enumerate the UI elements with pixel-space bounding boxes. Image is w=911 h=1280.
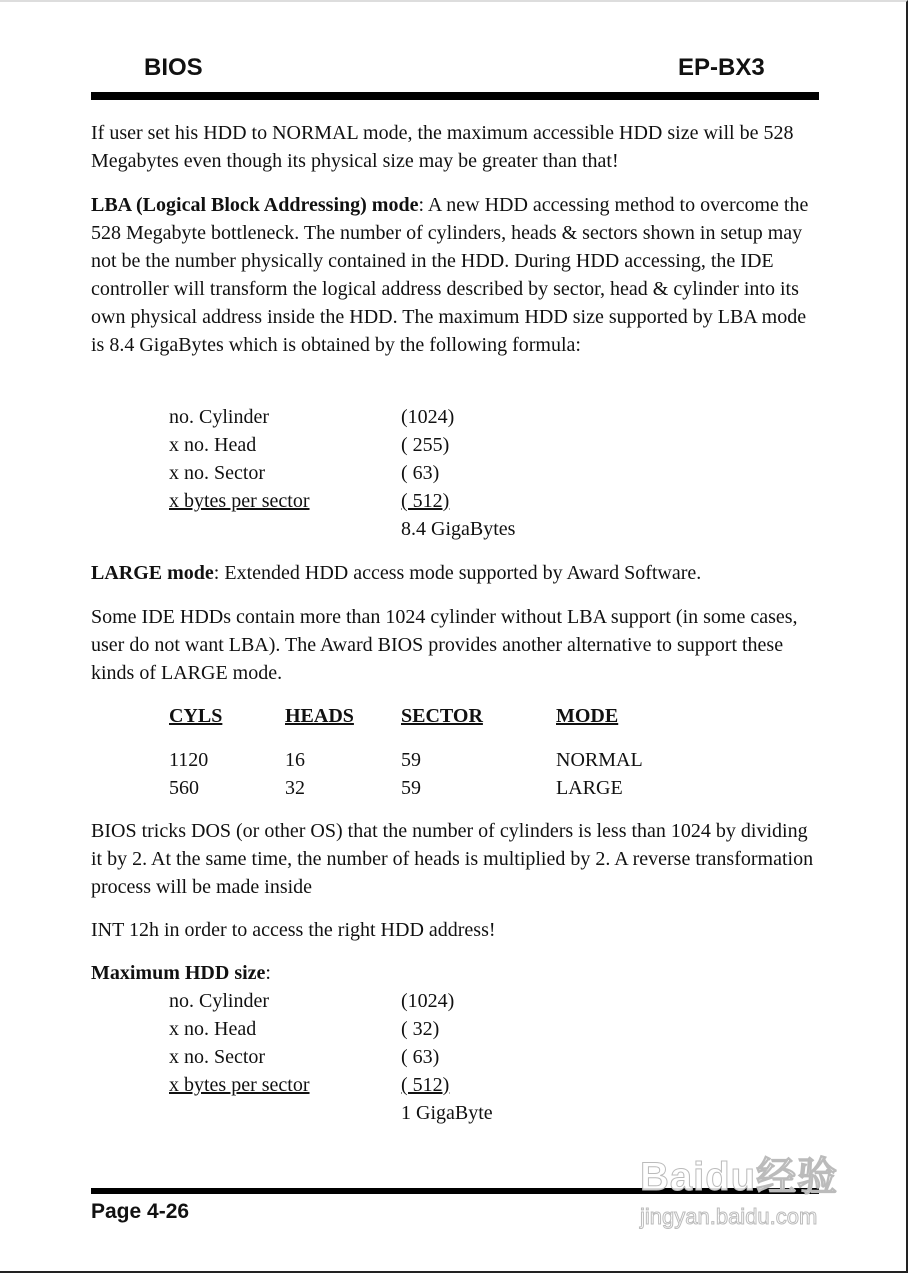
lba-term: LBA (Logical Block Addressing) mode [91, 194, 419, 216]
watermark-logo: Baidu经验 [640, 1155, 839, 1199]
table-header: SECTOR [401, 705, 483, 727]
formula-value: ( 63) [401, 1046, 440, 1068]
table-cell: 59 [401, 777, 421, 799]
formula-label: x no. Sector [169, 462, 266, 484]
formula-value: (1024) [401, 990, 455, 1012]
max-hdd-term: Maximum HDD size [91, 962, 266, 984]
formula-label: x bytes per sector [169, 1074, 310, 1096]
max-hdd-heading [91, 959, 821, 987]
formula-label: no. Cylinder [169, 990, 269, 1012]
paragraph-ide: Some IDE HDDs contain more than 1024 cylinder without LBA support (in some cases, user do not want LBA). The Award BIOS provides another alternative to support these kinds of LARGE mode. [91, 606, 798, 684]
formula-value: (1024) [401, 406, 455, 428]
formula-label: no. Cylinder [169, 406, 269, 428]
table-cell: 560 [169, 777, 199, 799]
table-cell: 16 [285, 749, 305, 771]
formula-value: ( 63) [401, 462, 440, 484]
table-cell: LARGE [556, 777, 623, 799]
formula-value: ( 512) [401, 1074, 450, 1096]
formula-label: x no. Head [169, 434, 257, 456]
page-number: Page 4-26 [91, 1200, 190, 1223]
paragraph-lba [91, 191, 821, 359]
formula-label: x bytes per sector [169, 490, 310, 512]
paragraph-large [91, 559, 821, 587]
max-hdd-colon: : [265, 962, 271, 984]
formula-value: ( 255) [401, 434, 450, 456]
formula-label: x no. Head [169, 1018, 257, 1040]
table-cell: 1120 [169, 749, 209, 771]
table-cell: 59 [401, 749, 421, 771]
formula-label: x no. Sector [169, 1046, 266, 1068]
formula-value: ( 512) [401, 490, 450, 512]
header-left: BIOS [144, 54, 203, 81]
table-header: CYLS [169, 705, 223, 727]
watermark-url: jingyan.baidu.com [640, 1204, 818, 1229]
paragraph-normal-mode: If user set his HDD to NORMAL mode, the maximum accessible HDD size will be 528 Megabytes even though its physical size may be greater than that! [91, 122, 794, 172]
table-header: HEADS [285, 705, 354, 727]
table-cell: 32 [285, 777, 305, 799]
paragraph-int12h: INT 12h in order to access the right HDD address! [91, 919, 496, 941]
table-cell: NORMAL [556, 749, 643, 771]
table-header: MODE [556, 705, 619, 727]
large-term: LARGE mode [91, 562, 214, 584]
baidu-watermark [640, 1145, 838, 1230]
formula-result: 8.4 GigaBytes [401, 518, 516, 540]
header-right: EP-BX3 [678, 54, 765, 81]
formula-value: ( 32) [401, 1018, 440, 1040]
large-text: : Extended HDD access mode supported by Award Software. [213, 562, 702, 584]
formula-result: 1 GigaByte [401, 1102, 493, 1124]
lba-text: : A new HDD accessing method to overcome the 528 Megabyte bottleneck. The number of cylinders, heads & sectors shown in setup may not be the number physically contained in the HDD. During HDD accessing, the IDE controller will transform the logical address described by sector, head & cylinder into its own physical address inside the HDD. The maximum HDD size supported by LBA mode is 8.4 GigaBytes which is obtained by the following formula: [91, 194, 809, 356]
header-rule [91, 92, 819, 100]
paragraph-bios-tricks: BIOS tricks DOS (or other OS) that the number of cylinders is less than 1024 by dividing it by 2. At the same time, the number of heads is multiplied by 2. A reverse transformation process will be made inside [91, 820, 814, 898]
